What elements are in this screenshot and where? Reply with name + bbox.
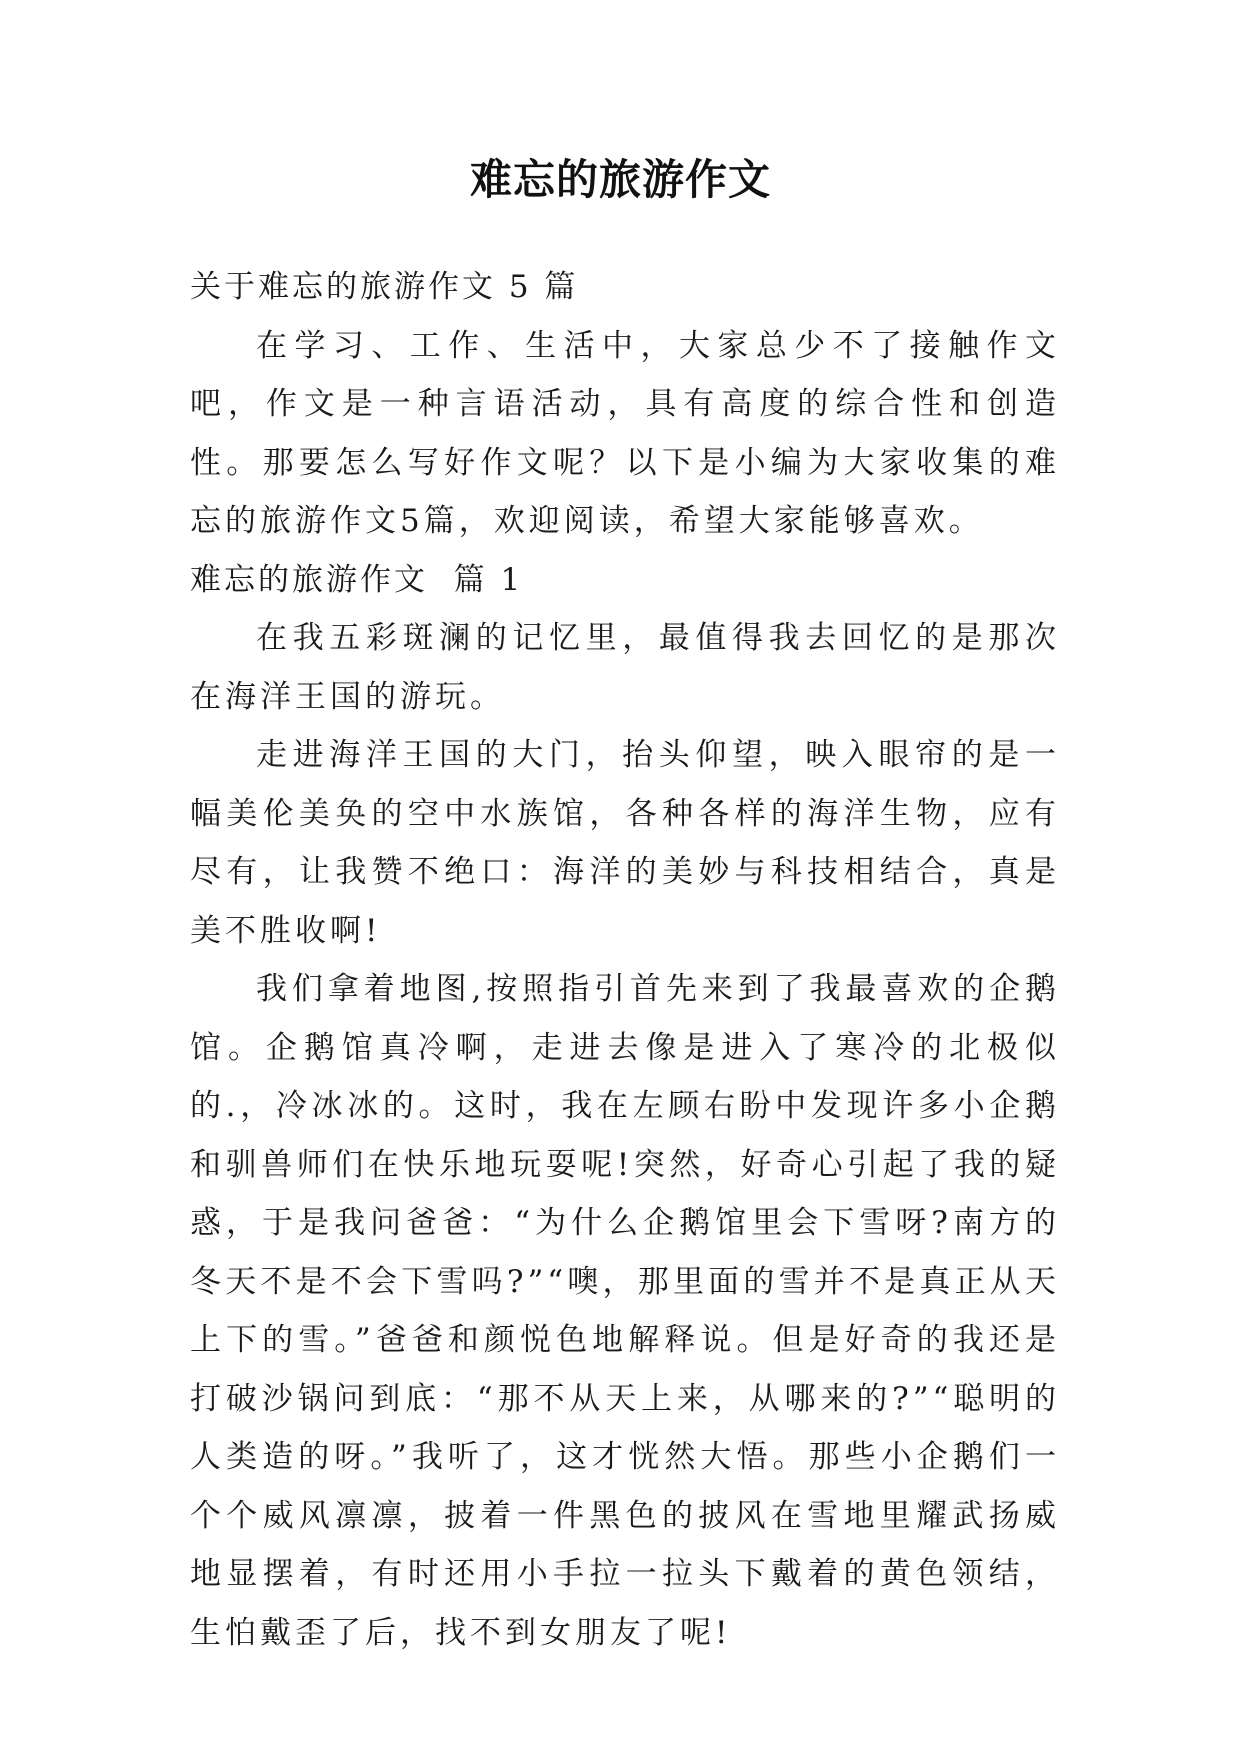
- document-subtitle: 关于难忘的旅游作文 5 篇: [190, 269, 579, 305]
- intro-paragraph: 在学习、工作、生活中，大家总少不了接触作文吧，作文是一种言语活动，具有高度的综合性和创造性。那要怎么写好作文呢？以下是小编为大家收集的难忘的旅游作文5篇，欢迎阅读，希望大家能够喜欢。: [190, 327, 1060, 539]
- document-title: 难忘的旅游作文: [469, 155, 771, 204]
- body-paragraph-1: 在我五彩斑澜的记忆里，最值得我去回忆的是那次在海洋王国的游玩。: [190, 620, 1060, 715]
- body-paragraph-2: 走进海洋王国的大门，抬头仰望，映入眼帘的是一幅美伦美奂的空中水族馆，各种各样的海洋生物，应有尽有，让我赞不绝口：海洋的美妙与科技相结合，真是美不胜收啊!: [190, 737, 1060, 949]
- section-heading: 难忘的旅游作文 篇 1: [190, 561, 524, 598]
- document-body: [190, 258, 1060, 1662]
- body-paragraph-3: 我们拿着地图,按照指引首先来到了我最喜欢的企鹅馆。企鹅馆真冷啊，走进去像是进入了寒冷的北极似的.，冷冰冰的。这时，我在左顾右盼中发现许多小企鹅和驯兽师们在快乐地玩耍呢!突然，好奇心引起了我的疑惑，于是我问爸爸：“为什么企鹅馆里会下雪呀?南方的冬天不是不会下雪吗?”“噢，那里面的雪并不是真正从天上下的雪。”爸爸和颜悦色地解释说。但是好奇的我还是打破沙锅问到底：“那不从天上来，从哪来的?”“聪明的人类造的呀。”我听了，这才恍然大悟。那些小企鹅们一个个威风凛凛，披着一件黑色的披风在雪地里耀武扬威地显摆着，有时还用小手拉一拉头下戴着的黄色领结，生怕戴歪了后，找不到女朋友了呢!: [190, 971, 1060, 1651]
